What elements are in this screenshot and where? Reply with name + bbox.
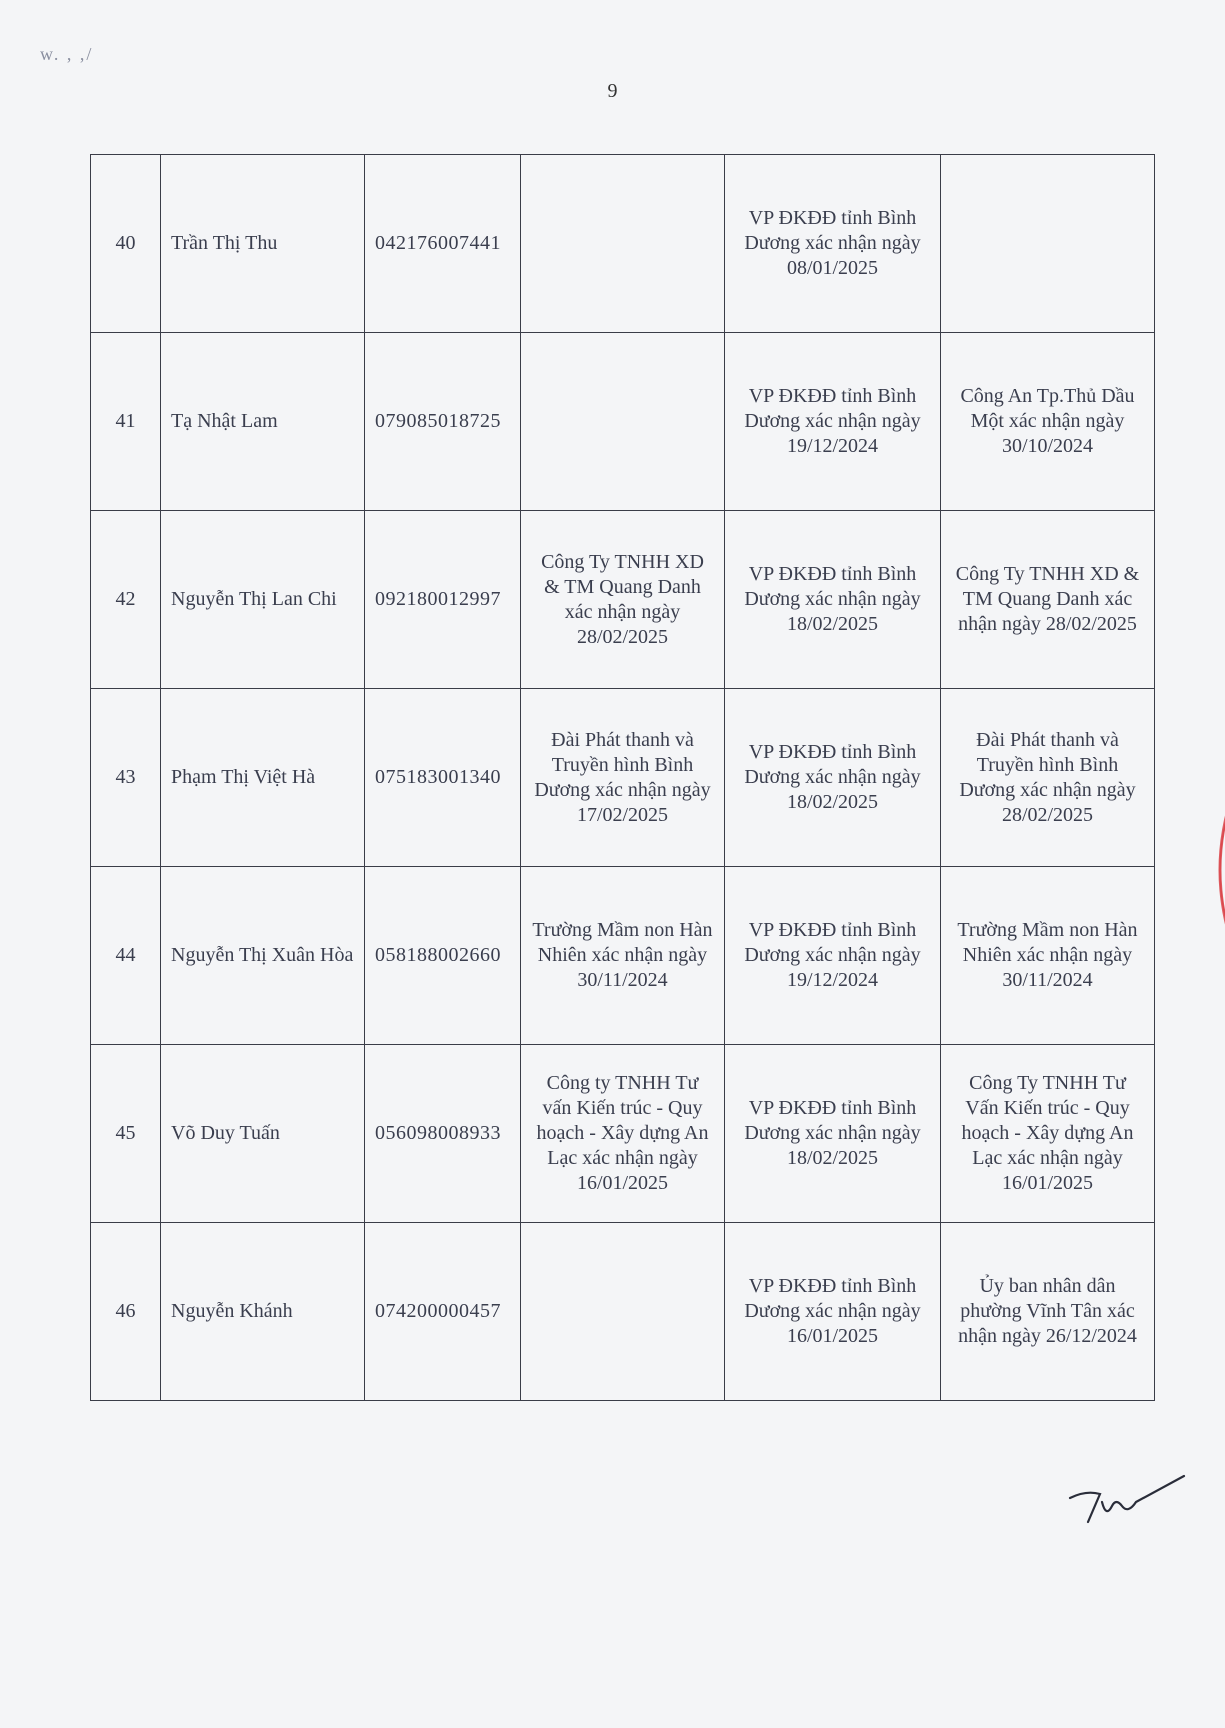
cell-land-office-confirmation: VP ĐKĐĐ tỉnh Bình Dương xác nhận ngày 16/01/2025 — [725, 1223, 941, 1401]
cell-residence-confirmation: Đài Phát thanh và Truyền hình Bình Dương xác nhận ngày 28/02/2025 — [941, 689, 1155, 867]
records-table — [90, 154, 1155, 1401]
table-row — [91, 1045, 1155, 1223]
cell-land-office-confirmation: VP ĐKĐĐ tỉnh Bình Dương xác nhận ngày 19/12/2024 — [725, 333, 941, 511]
cell-stt: 44 — [91, 867, 161, 1045]
cell-land-office-confirmation: VP ĐKĐĐ tỉnh Bình Dương xác nhận ngày 18/02/2025 — [725, 511, 941, 689]
table-row — [91, 333, 1155, 511]
signature-mark — [1066, 1468, 1186, 1528]
cell-full-name: Tạ Nhật Lam — [161, 333, 365, 511]
cell-residence-confirmation: Công An Tp.Thủ Dầu Một xác nhận ngày 30/10/2024 — [941, 333, 1155, 511]
cell-full-name: Võ Duy Tuấn — [161, 1045, 365, 1223]
red-stamp-fragment — [1196, 780, 1225, 960]
cell-stt: 45 — [91, 1045, 161, 1223]
cell-residence-confirmation — [941, 155, 1155, 333]
cell-workplace-confirmation: Trường Mầm non Hàn Nhiên xác nhận ngày 30/11/2024 — [521, 867, 725, 1045]
cell-stt: 46 — [91, 1223, 161, 1401]
cell-stt: 42 — [91, 511, 161, 689]
cell-id-number: 058188002660 — [365, 867, 521, 1045]
table-row — [91, 689, 1155, 867]
cell-full-name: Phạm Thị Việt Hà — [161, 689, 365, 867]
cell-residence-confirmation: Công Ty TNHH Tư Vấn Kiến trúc - Quy hoạch - Xây dựng An Lạc xác nhận ngày 16/01/2025 — [941, 1045, 1155, 1223]
table-row — [91, 511, 1155, 689]
cell-land-office-confirmation: VP ĐKĐĐ tỉnh Bình Dương xác nhận ngày 19/12/2024 — [725, 867, 941, 1045]
cell-workplace-confirmation: Công Ty TNHH XD & TM Quang Danh xác nhận ngày 28/02/2025 — [521, 511, 725, 689]
cell-land-office-confirmation: VP ĐKĐĐ tỉnh Bình Dương xác nhận ngày 18/02/2025 — [725, 689, 941, 867]
cell-stt: 40 — [91, 155, 161, 333]
cell-id-number: 042176007441 — [365, 155, 521, 333]
cell-full-name: Trần Thị Thu — [161, 155, 365, 333]
cell-workplace-confirmation — [521, 155, 725, 333]
cell-id-number: 075183001340 — [365, 689, 521, 867]
cell-residence-confirmation: Công Ty TNHH XD & TM Quang Danh xác nhận ngày 28/02/2025 — [941, 511, 1155, 689]
cell-stt: 43 — [91, 689, 161, 867]
cell-workplace-confirmation — [521, 1223, 725, 1401]
cell-residence-confirmation: Trường Mầm non Hàn Nhiên xác nhận ngày 30/11/2024 — [941, 867, 1155, 1045]
cell-land-office-confirmation: VP ĐKĐĐ tỉnh Bình Dương xác nhận ngày 08/01/2025 — [725, 155, 941, 333]
cell-id-number: 056098008933 — [365, 1045, 521, 1223]
cell-id-number: 079085018725 — [365, 333, 521, 511]
page-number: 9 — [607, 80, 618, 102]
cell-workplace-confirmation — [521, 333, 725, 511]
cell-full-name: Nguyễn Khánh — [161, 1223, 365, 1401]
cell-land-office-confirmation: VP ĐKĐĐ tỉnh Bình Dương xác nhận ngày 18/02/2025 — [725, 1045, 941, 1223]
table-row — [91, 867, 1155, 1045]
records-table-body — [91, 155, 1155, 1401]
cell-id-number: 092180012997 — [365, 511, 521, 689]
cell-stt: 41 — [91, 333, 161, 511]
cell-full-name: Nguyễn Thị Lan Chi — [161, 511, 365, 689]
cell-full-name: Nguyễn Thị Xuân Hòa — [161, 867, 365, 1045]
scan-corner-mark: w. , ,/ — [40, 44, 94, 64]
cell-workplace-confirmation: Công ty TNHH Tư vấn Kiến trúc - Quy hoạch - Xây dựng An Lạc xác nhận ngày 16/01/2025 — [521, 1045, 725, 1223]
table-row — [91, 1223, 1155, 1401]
table-row — [91, 155, 1155, 333]
cell-id-number: 074200000457 — [365, 1223, 521, 1401]
cell-residence-confirmation: Ủy ban nhân dân phường Vĩnh Tân xác nhận ngày 26/12/2024 — [941, 1223, 1155, 1401]
cell-workplace-confirmation: Đài Phát thanh và Truyền hình Bình Dương xác nhận ngày 17/02/2025 — [521, 689, 725, 867]
